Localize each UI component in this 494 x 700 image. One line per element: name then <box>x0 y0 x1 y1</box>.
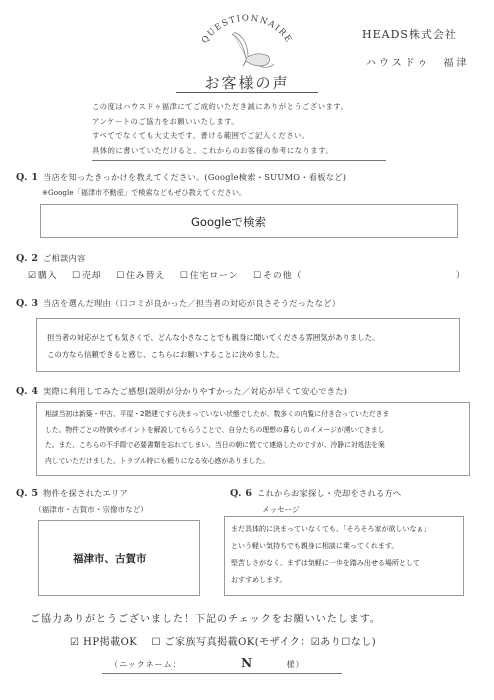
q4-number: Q. 4 <box>16 386 39 397</box>
q4-label: 実際に利用してみたご感想(説明が分かりやすかった／対応が早くて安心できた) <box>43 386 348 396</box>
intro-line: 具体的に書いていただけると、これからのお客様の参考になります。 <box>92 145 334 155</box>
page-title: お客様の声 <box>204 74 290 92</box>
q5-answer-box[interactable] <box>38 520 200 596</box>
intro-line: すべてでなくても大丈夫です。書ける範囲でご記入ください。 <box>92 131 310 140</box>
checkbox-sale[interactable]: ☐ <box>62 271 81 281</box>
quill-hand-illustration <box>232 32 274 67</box>
q5-label: 物件を探されたエリア <box>43 488 129 498</box>
nickname-value[interactable]: N <box>241 656 254 670</box>
q1-number: Q. 1 <box>16 172 39 183</box>
intro-text <box>92 100 392 158</box>
q3-answer-line: 担当者の対応がとても気さくで、どんな小さなことでも親身に聞いてくださる雰囲気がありました。 <box>47 333 380 342</box>
option-other: その他（ <box>263 271 303 281</box>
q2-heading <box>16 253 86 264</box>
nickname-suffix: 様） <box>286 660 305 669</box>
mosaic-yes-label: あり <box>320 637 342 648</box>
q4-answer-line: 内していただけました。トラブル時にも頼りになる安心感がありました。 <box>45 456 270 465</box>
q6-answer <box>231 521 431 589</box>
checkbox-other[interactable]: ☐ <box>243 271 263 281</box>
title-underline <box>176 92 318 93</box>
consent-checks <box>70 633 376 648</box>
q4-answer-line: 相談当初は新築・中古、平屋・2階建てすら決まっていない状態でしたが、数多くの内覧に付き合っていただきま <box>45 410 390 418</box>
intro-line: この度はハウスドゥ福津にてご成約いただき誠にありがとうございます。 <box>92 102 349 111</box>
option-relocation: 住み替え <box>126 271 166 281</box>
nickname-row <box>110 656 305 670</box>
checkbox-relocation[interactable]: ☐ <box>106 271 126 281</box>
q6-heading <box>230 488 401 499</box>
q5-answer: 福津市、古賀市 <box>73 553 147 565</box>
intro-divider <box>92 160 386 161</box>
q5-number: Q. 5 <box>16 488 39 499</box>
q6-number: Q. 6 <box>230 488 253 499</box>
q5-note: （福津市・古賀市・宗像市など） <box>34 505 148 514</box>
q5-heading <box>16 488 128 499</box>
photo-ok-label: ご家族写真掲載OK(モザイク： <box>164 637 311 648</box>
checkbox-purchase-checked[interactable]: ☑ <box>28 271 37 281</box>
q4-answer-line: た。また、こちらの不手際で必要書類を忘れてしまい、当日の朝に慌てて連絡したのですが、冷静に対処法を案 <box>45 441 385 449</box>
q6-answer-line: 堅苦しさがなく、まずは気軽に一歩を踏み出せる場所として <box>231 559 420 567</box>
emblem-arc-text: QUESTIONNAIRE <box>199 13 295 46</box>
q4-answer <box>45 407 389 469</box>
q6-answer-line: おすすめします。 <box>231 576 287 584</box>
q3-answer-line: この方なら信頼できると感じ、こちらにお願いすることに決めました。 <box>47 350 284 359</box>
q6-answer-line: という軽い気持ちでも親身に相談に乗ってくれます。 <box>231 542 399 550</box>
option-purchase: 購入 <box>37 271 58 281</box>
option-loan: 住宅ローン <box>189 271 239 281</box>
q3-answer-box[interactable] <box>36 318 460 372</box>
q4-answer-box[interactable] <box>36 402 470 476</box>
closing-message: ご協力ありがとうございました！下記のチェックをお願いいたします。 <box>30 614 381 625</box>
q2-number: Q. 2 <box>16 253 39 264</box>
checkbox-hp-ok-checked[interactable]: ☑ <box>70 637 80 648</box>
q3-number: Q. 3 <box>16 298 39 309</box>
intro-line: アンケートのご協力をお願いいたします。 <box>92 116 240 126</box>
q4-answer-line: した。物件ごとの特徴やポイントを解説してもらうことで、自分たちの理想の暮らしのイメージが湧いてきまし <box>45 425 385 434</box>
company-name: HEADS株式会社 <box>362 28 457 41</box>
q3-heading <box>16 298 340 309</box>
hp-ok-label: HP掲載OK <box>83 637 138 648</box>
q6-note: メッセージ <box>262 505 300 514</box>
q6-answer-box[interactable] <box>224 516 464 596</box>
q1-answer-box[interactable] <box>40 204 458 238</box>
q1-note: ※Google「福津市不動産」で検索などもぜひ教えてください。 <box>42 188 247 197</box>
checkbox-photo-ok[interactable]: ☐ <box>140 637 161 648</box>
nickname-label: （ニックネーム： <box>110 660 182 669</box>
q2-close-paren: ） <box>456 271 465 281</box>
q6-label: これからお家探し・売却をされる方へ <box>257 488 402 498</box>
questionnaire-emblem <box>188 4 306 82</box>
nickname-underline <box>102 673 342 674</box>
checkbox-mosaic-no[interactable]: ☐ <box>341 637 351 648</box>
q3-label: 当店を選んだ理由（口コミが良かった／担当者の対応が良さそうだったなど） <box>43 298 341 308</box>
q3-answer <box>47 329 379 363</box>
q2-label: ご相談内容 <box>43 253 86 263</box>
store-name: ハウスドゥ 福津 <box>366 58 470 69</box>
q1-answer: Googleで検索 <box>191 215 267 229</box>
q1-label: 当店を知ったきっかけを教えてください。(Google検索・SUUMO・看板など) <box>43 172 347 182</box>
q1-heading <box>16 172 346 183</box>
option-sale: 売却 <box>81 271 102 281</box>
q6-answer-line: まだ具体的に決まっていなくても、「そろそろ家が欲しいなぁ」 <box>231 525 431 533</box>
q2-options <box>28 268 303 281</box>
checkbox-loan[interactable]: ☐ <box>170 271 189 281</box>
checkbox-mosaic-yes-checked[interactable]: ☑ <box>310 637 321 648</box>
mosaic-no-label: なし) <box>350 637 377 648</box>
q4-heading <box>16 386 347 397</box>
